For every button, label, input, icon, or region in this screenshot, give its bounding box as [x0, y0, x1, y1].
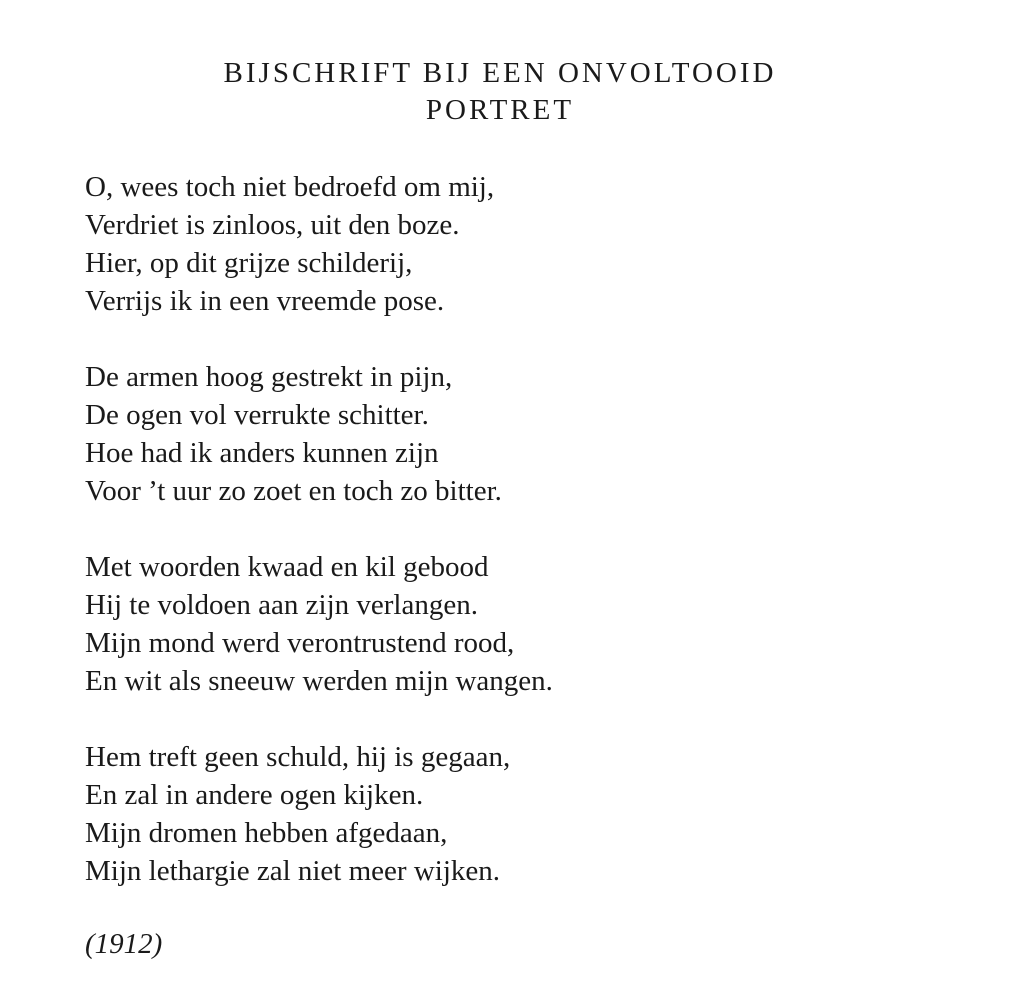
stanza-2 [85, 358, 985, 510]
stanza-4 [85, 738, 985, 890]
poem-line: Hem treft geen schuld, hij is gegaan, [85, 741, 511, 773]
poem-line: Hoe had ik anders kunnen zijn [85, 437, 439, 469]
poem-line: Verrijs ik in een vreemde pose. [85, 285, 445, 317]
poem-line: Mijn mond werd verontrustend rood, [85, 627, 515, 659]
poem-line: En zal in andere ogen kijken. [85, 779, 424, 811]
poem-body [85, 168, 985, 928]
poem-title [0, 55, 1000, 129]
poem-line: De ogen vol verrukte schitter. [85, 399, 429, 431]
poem-line: Verdriet is zinloos, uit den boze. [85, 209, 460, 241]
poem-line: Voor ’t uur zo zoet en toch zo bitter. [85, 475, 502, 507]
poem-line: O, wees toch niet bedroefd om mij, [85, 171, 495, 203]
poem-line: Mijn lethargie zal niet meer wijken. [85, 855, 500, 887]
stanza-1 [85, 168, 985, 320]
title-line-2: PORTRET [425, 94, 575, 126]
poem-year: (1912) [85, 928, 163, 960]
stanza-3 [85, 548, 985, 700]
poem-line: Hier, op dit grijze schilderij, [85, 247, 413, 279]
poem-line: Hij te voldoen aan zijn verlangen. [85, 589, 478, 621]
poem-line: Met woorden kwaad en kil gebood [85, 551, 489, 583]
poem-line: Mijn dromen hebben afgedaan, [85, 817, 448, 849]
poem-line: De armen hoog gestrekt in pijn, [85, 361, 453, 393]
poem-line: En wit als sneeuw werden mijn wangen. [85, 665, 553, 697]
title-line-1: BIJSCHRIFT BIJ EEN ONVOLTOOID [223, 57, 777, 89]
